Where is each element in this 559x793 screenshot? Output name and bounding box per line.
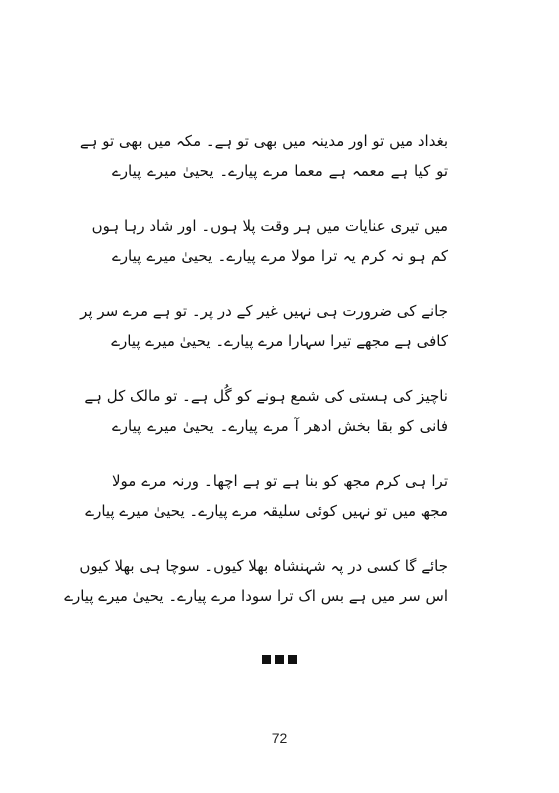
verse-line: جائے گا کسی در پہ شہنشاہ بھلا کیوں۔ سوچا ہی بھلا کیوں [79, 557, 448, 575]
ornament-square [288, 655, 297, 664]
ornament-square [275, 655, 284, 664]
stanza-6 [64, 551, 448, 611]
verse-line: اس سر میں ہے بس اک ترا سودا مرے پیارے۔ یحییٰ میرے پیارے [64, 587, 448, 605]
poem [64, 126, 448, 611]
stanza-2 [91, 211, 448, 271]
verse-line: کم ہو نہ کرم یہ ترا مولا مرے پیارے۔ یحییٰ میرے پیارے [112, 247, 448, 265]
verse-line: بغداد میں تو اور مدینہ میں بھی تو ہے۔ مکہ میں بھی تو ہے [79, 132, 448, 150]
stanza-1 [79, 126, 448, 186]
verse-line: کافی ہے مجھے تیرا سہارا مرے پیارے۔ یحییٰ میرے پیارے [111, 332, 448, 350]
verse-line: میں تیری عنایات میں ہر وقت پلا ہوں۔ اور شاد رہا ہوں [91, 217, 448, 235]
stanza-5 [85, 466, 448, 526]
verse-line: تو کیا ہے معمہ ہے معما مرے پیارے۔ یحییٰ میرے پیارے [112, 162, 448, 180]
verse-line: مجھ میں تو نہیں کوئی سلیقہ مرے پیارے۔ یحییٰ میرے پیارے [85, 502, 448, 520]
ornament-square [262, 655, 271, 664]
verse-line: ناچیز کی ہستی کی شمع ہونے کو گُل ہے۔ تو مالک کل ہے [84, 387, 448, 405]
section-end-ornament [0, 655, 559, 664]
stanza-4 [84, 381, 448, 441]
verse-line: ترا ہی کرم مجھ کو بنا ہے تو ہے اچھا۔ ورنہ مرے مولا [112, 472, 448, 490]
stanza-3 [80, 296, 448, 356]
verse-line: فانی کو بقا بخش ادھر آ مرے پیارے۔ یحییٰ میرے پیارے [112, 417, 448, 435]
verse-line: جانے کی ضرورت ہی نہیں غیر کے در پر۔ تو ہے مرے سر پر [80, 302, 448, 320]
page-number: 72 [271, 730, 288, 746]
